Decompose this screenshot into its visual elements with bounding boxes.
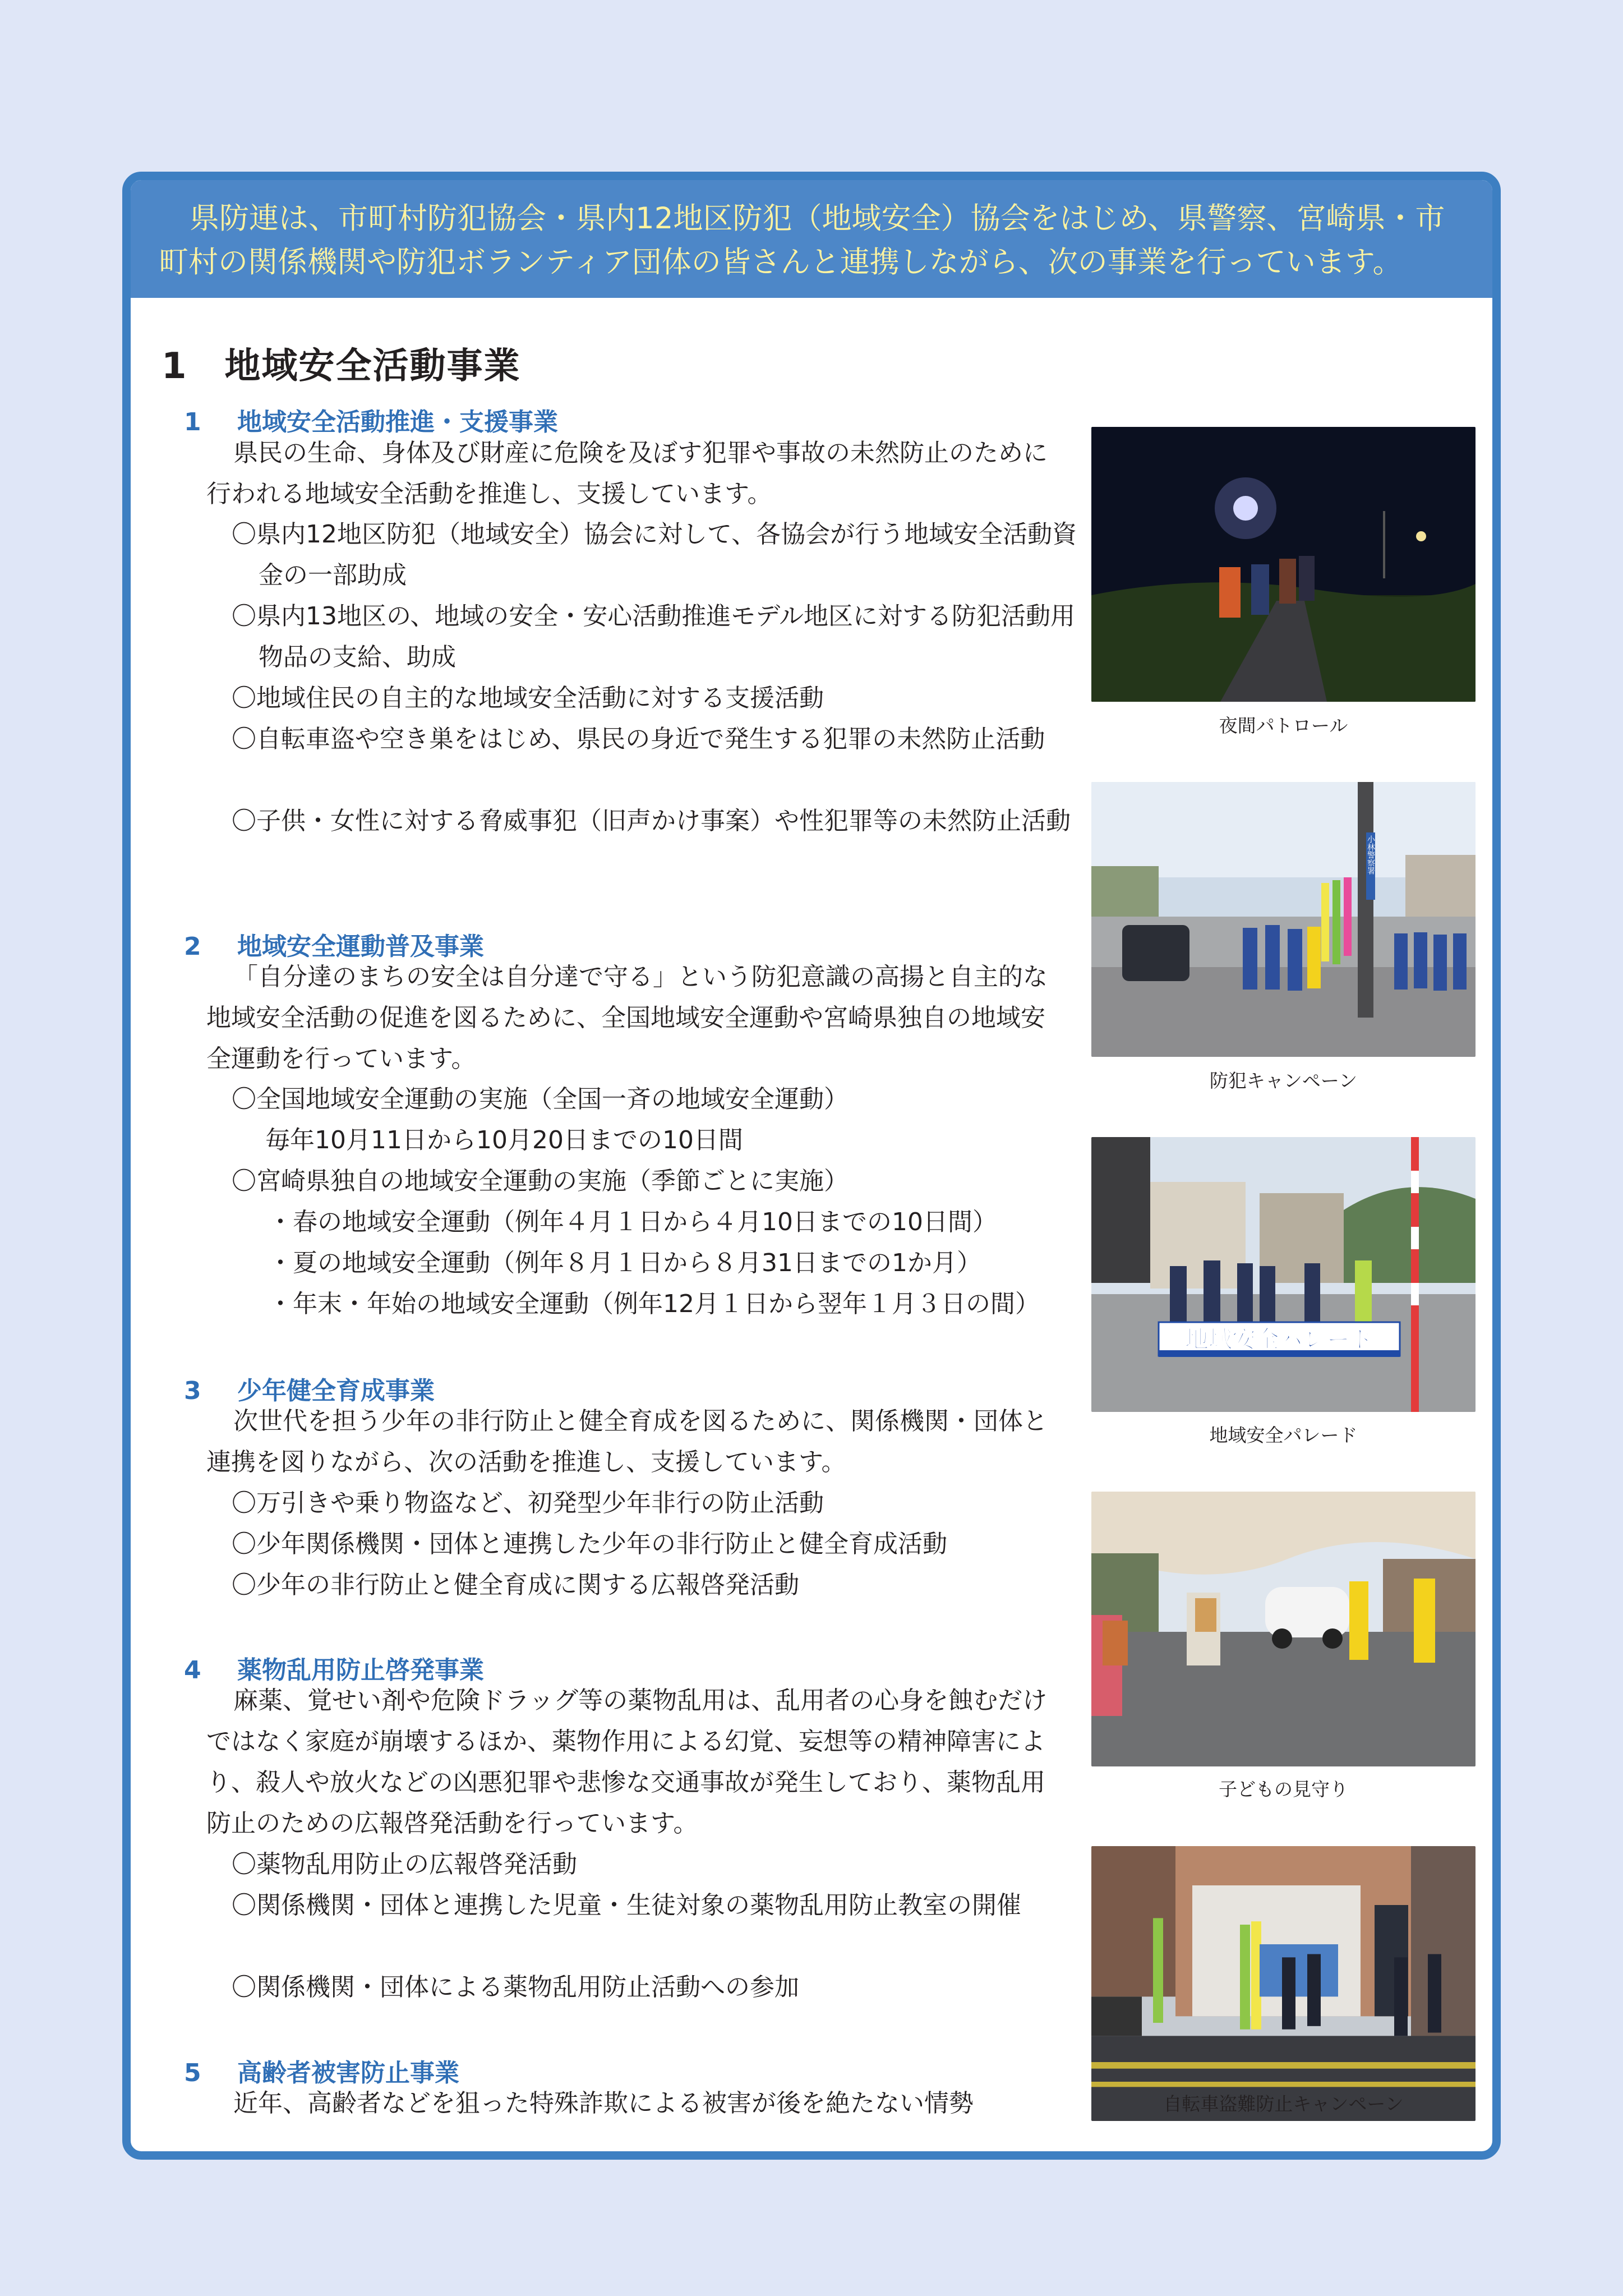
section-4-title: 4 薬物乱用防止啓発事業	[184, 1656, 484, 1685]
caption-bicycle-theft-prevention: 自転車盗難防止キャンペーン	[1163, 2093, 1404, 2115]
section-5-paragraph: 近年、高齢者などを狙った特殊詐欺による被害が後を絶たない情勢	[233, 2089, 974, 2118]
section-3-bullet-3: 〇少年の非行防止と健全育成に関する広報啓発活動	[232, 1571, 799, 1599]
section-3-bullet-2: 〇少年関係機関・団体と連携した少年の非行防止と健全育成活動	[232, 1530, 947, 1558]
intro-line-2: 町村の関係機関や防犯ボランティア団体の皆さんと連携しながら、次の事業を行っています。	[159, 245, 1403, 279]
text-column	[131, 180, 1077, 2151]
section-1-bullet-5: 〇子供・女性に対する脅威事犯（旧声かけ事案）や性犯罪等の未然防止活動	[232, 807, 1071, 835]
section-1-title: 1 地域安全活動推進・支援事業	[184, 408, 558, 436]
caption-night-patrol: 夜間パトロール	[1219, 715, 1348, 737]
section-5-title: 5 高齢者被害防止事業	[184, 2059, 459, 2087]
section-1-paragraph: 県民の生命、身体及び財産に危険を及ぼす犯罪や事故の未然防止のために行われる地域安全活動を推進し、支援しています。	[206, 439, 1048, 508]
photo-night-patrol	[1091, 427, 1476, 702]
photo-safety-parade	[1091, 1137, 1476, 1412]
section-3-title: 3 少年健全育成事業	[184, 1377, 435, 1405]
section-2-title: 2 地域安全運動普及事業	[184, 932, 484, 961]
section-1-bullet-2: 〇県内13地区の、地域の安全・安心活動推進モデル地区に対する防犯活動用物品の支給、助成	[232, 602, 1076, 671]
section-2-paragraph: 「自分達のまちの安全は自分達で守る」という防犯意識の高揚と自主的な地域安全活動の促進を図るために、全国地域安全運動や宮崎県独自の地域安全運動を行っています。	[206, 963, 1048, 1073]
section-1-bullet-4: 〇自転車盗や空き巣をはじめ、県民の身近で発生する犯罪の未然防止活動	[232, 725, 1045, 753]
section-3-paragraph: 次世代を担う少年の非行防止と健全育成を図るために、関係機関・団体と連携を図りながら、次の活動を推進し、支援しています。	[206, 1407, 1048, 1476]
content-panel	[122, 172, 1501, 2160]
section-4-bullet-2: 〇関係機関・団体と連携した児童・生徒対象の薬物乱用防止教室の開催	[232, 1891, 1021, 1920]
photo-bicycle-theft-prevention	[1091, 1846, 1476, 2121]
section-1-bullet-3: 〇地域住民の自主的な地域安全活動に対する支援活動	[232, 684, 824, 712]
section-3-bullet-1: 〇万引きや乗り物盗など、初発型少年非行の防止活動	[232, 1489, 824, 1517]
photo-2-banner-text: 小林警察署	[1366, 835, 1375, 875]
section-4-paragraph: 麻薬、覚せい剤や危険ドラッグ等の薬物乱用は、乱用者の心身を蝕むだけではなく家庭が崩壊するほか、薬物作用による幻覚、妄想等の精神障害により、殺人や放火などの凶悪犯罪や悲惨な交通事故が発生しており、薬物乱用防止のための広報啓発活動を行っています。	[206, 1686, 1048, 1838]
year-end-campaign: ・年末・年始の地域安全運動（例年12月１日から翌年１月３日の間）	[268, 1290, 1040, 1318]
photo-3-banner-text: 地域安全パレード	[1184, 1326, 1374, 1353]
page-title: 1 地域安全活動事業	[162, 346, 521, 387]
section-2-bullet-2: 〇宮崎県独自の地域安全運動の実施（季節ごとに実施）	[232, 1167, 849, 1195]
section-1-bullet-1: 〇県内12地区防犯（地域安全）協会に対して、各協会が行う地域安全活動資金の一部助成	[232, 520, 1077, 590]
intro-line-1: 県防連は、市町村防犯協会・県内12地区防犯（地域安全）協会をはじめ、県警察、宮崎県・市	[190, 201, 1445, 236]
spring-campaign: ・春の地域安全運動（例年４月１日から４月10日までの10日間）	[268, 1208, 997, 1236]
section-4-bullet-3: 〇関係機関・団体による薬物乱用防止活動への参加	[232, 1973, 799, 2001]
photo-children-watch	[1091, 1492, 1476, 1766]
national-campaign-period: 毎年10月11日から10月20日までの10日間	[265, 1126, 743, 1154]
summer-campaign: ・夏の地域安全運動（例年８月１日から８月31日までの1か月）	[268, 1249, 981, 1277]
caption-children-watch: 子どもの見守り	[1219, 1778, 1348, 1800]
caption-crime-prevention-campaign: 防犯キャンペーン	[1209, 1070, 1358, 1092]
caption-safety-parade: 地域安全パレード	[1209, 1424, 1358, 1446]
section-2-bullet-1: 〇全国地域安全運動の実施（全国一斉の地域安全運動）	[232, 1085, 849, 1114]
section-4-bullet-1: 〇薬物乱用防止の広報啓発活動	[232, 1850, 577, 1879]
photo-crime-prevention-campaign	[1091, 782, 1476, 1057]
